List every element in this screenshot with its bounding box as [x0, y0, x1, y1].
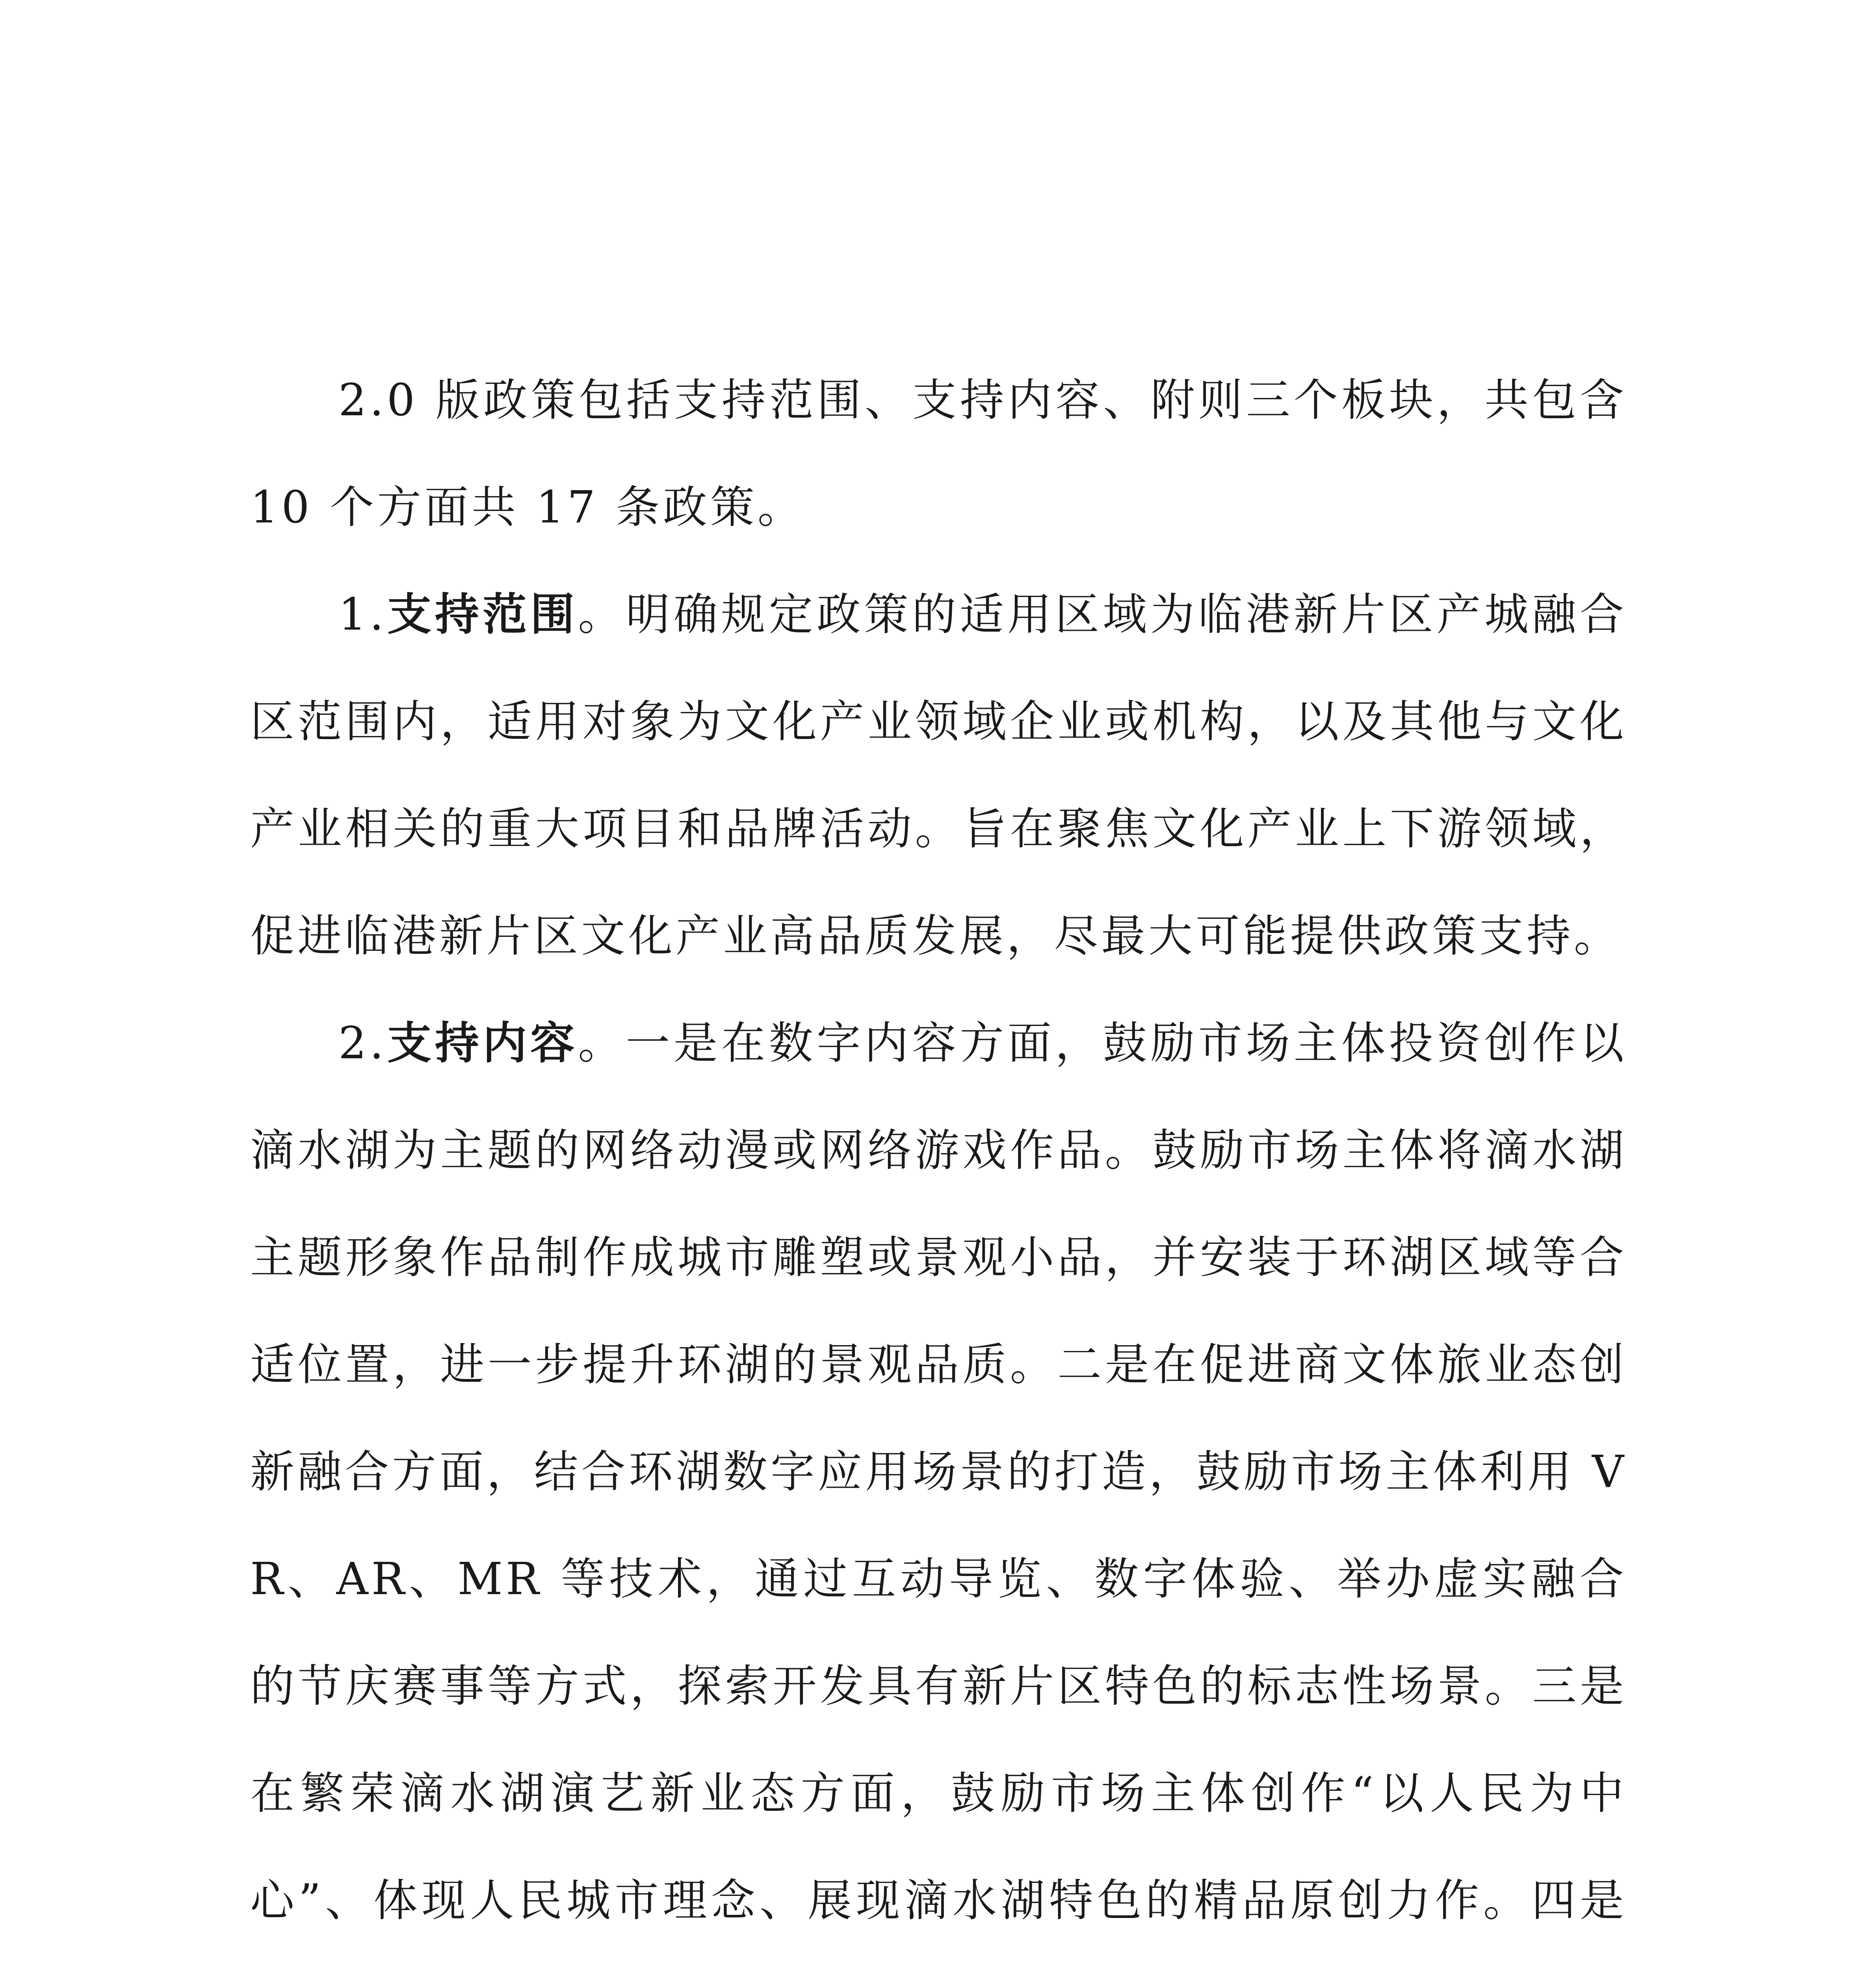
paragraph-intro-text: 2.0 版政策包括支持范围、支持内容、附则三个板块，共包含 10 个方面共 17 条政策。 — [250, 375, 1627, 533]
paragraph-intro — [250, 347, 1627, 561]
section-number: 2. — [338, 1018, 387, 1069]
paragraph-support-content-text: 。一是在数字内容方面，鼓励市场主体投资创作以滴水湖为主题的网络动漫或网络游戏作品。鼓励市场主体将滴水湖主题形象作品制作成城市雕塑或景观小品，并安装于环湖区域等合适位置，进一步提升环湖的景观品质。二是在促进商文体旅业态创新融合方面，结合环湖数字应用场景的打造，鼓励市场主体利用 VR、AR、MR 等技术，通过互动导览、数字体验、举办虚实融合的节庆赛事等方式，探索开发具有新片区特色的标志性场景。三是在繁荣滴水湖演艺新业态方面，鼓励市场主体创作“以人民为中心”、体现人民城市理念、展现滴水湖特色的精品原创力作。四是 — [250, 1018, 1627, 1926]
paragraph-support-content — [250, 990, 1627, 1970]
document-body — [250, 347, 1627, 1970]
section-number: 1. — [338, 589, 387, 640]
section-heading-support-scope: 支持范围 — [386, 589, 578, 640]
paragraph-support-scope-text: 。明确规定政策的适用区域为临港新片区产城融合区范围内，适用对象为文化产业领域企业或机构，以及其他与文化产业相关的重大项目和品牌活动。旨在聚焦文化产业上下游领域，促进临港新片区文化产业高品质发展，尽最大可能提供政策支持。 — [250, 589, 1627, 962]
section-heading-support-content: 支持内容 — [386, 1017, 578, 1069]
paragraph-support-scope — [250, 561, 1627, 990]
